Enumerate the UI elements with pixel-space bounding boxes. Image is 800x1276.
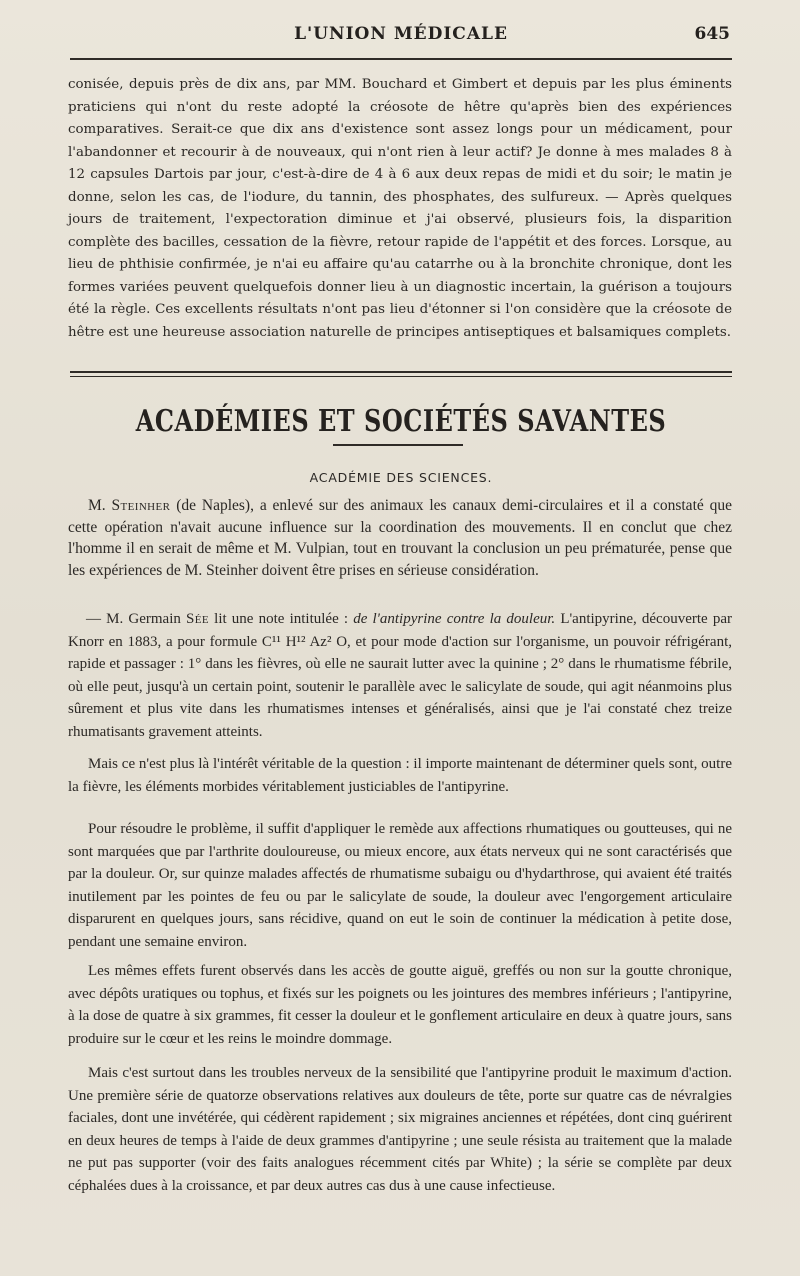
section-divider-thick bbox=[70, 371, 732, 373]
steinher-lead: M. bbox=[88, 497, 112, 514]
author-name-see: Sée bbox=[186, 611, 209, 627]
germain-see-text: L'antipyrine, découverte par Knorr en 1883, a pour formule C¹¹ H¹² Az² O, et pour mode d'action sur l'organisme, un pouvoir réfrigérant, rapide et passager : 1° dans les fièvres, où elle ne saurait lutter avec la quinine ; 2° dans le rhumatisme fébrile, où elle peut, jusqu'à un certain point, soutenir le parallèle avec le salicylate de soude, qui agit néanmoins plus sûrement et plus vite dans les rhumatismes intenses et généralisés, ainsi que je l'ai constaté chez treize rhumatisants gravement atteints. bbox=[68, 611, 732, 740]
goutte-paragraph: Les mêmes effets furent observés dans les accès de goutte aiguë, greffés ou non sur la goutte chronique, avec dépôts uratiques ou tophus, et fixés sur les poignets ou les jointures des membres inférieurs ; l'antipyrine, à la dose de quatre à six grammes, fit cesser la douleur et le gonflement articulaire en deux à quatre jours, sans produire sur le cœur et les reins le moindre dommage. bbox=[68, 963, 732, 1047]
steinher-paragraph bbox=[68, 495, 732, 581]
resoudre-paragraph: Pour résoudre le problème, il suffit d'appliquer le remède aux affections rhumatiques ou goutteuses, qui ne sont marquées que par l'arthrite douloureuse, ou mieux encore, aux états nerveux qui ne sont caractérisés que par la douleur. Or, sur quinze malades affectés de rhumatisme subaigu ou d'hydarthrose, qui avaient été traités inutilement par les pointes de feu ou par le salicylate de soude, la douleur avec l'engorgement articulaire disparurent en quelques jours, sans récidive, quand on eut le soin de continuer la médication à petite dose, pendant une semaine environ. bbox=[68, 821, 732, 950]
journal-title: L'UNION MÉDICALE bbox=[294, 24, 508, 44]
note-title: de l'antipyrine contre la douleur. bbox=[353, 611, 556, 627]
section-title: ACADÉMIES ET SOCIÉTÉS SAVANTES bbox=[135, 402, 667, 439]
author-name-steinher: Steinher bbox=[111, 497, 171, 514]
nerveux-paragraph: Mais c'est surtout dans les troubles nerveux de la sensibilité que l'antipyrine produit le maximum d'action. Une première série de quatorze observations relatives aux douleurs de tête, porte sur quatre cas de névralgies faciales, dont une invétérée, qui cédèrent rapidement ; six migraines anciennes et répétées, dont cinq guérirent en deux heures de temps à l'aide de deux grammes d'antipyrine ; une seule résista au traitement que la malade ne put pas supporter (voir des faits analogues récemment cités par White) ; la série se complète par deux céphalées dues à la croissance, et par deux autres cas dus à une cause infectieuse. bbox=[68, 1065, 732, 1194]
germain-see-lead: — M. Germain bbox=[86, 611, 187, 627]
page-number: 645 bbox=[694, 24, 730, 44]
germain-see-paragraph bbox=[68, 608, 732, 744]
steinher-text: (de Naples), a enlevé sur des animaux les canaux demi-circulaires et il a constaté que cette opération n'avait aucune influence sur la coordination des mouvements. Il en conclut que chez l'homme il en serait de même et M. Vulpian, tout en trouvant la conclusion un peu prématurée, pense que les expériences de M. Steinher doivent être prises en sérieuse considération. bbox=[68, 497, 732, 579]
intro-paragraph: conisée, depuis près de dix ans, par MM. Bouchard et Gimbert et depuis par les plus éminents praticiens qui n'ont du reste adopté la créosote de hêtre qu'après bien des expériences comparatives. Serait-ce que dix ans d'existence sont assez longs pour un médicament, pour l'abandonner et recourir à de nouveaux, qui n'ont rien à leur actif? Je donne à mes malades 8 à 12 capsules Dartois par jour, c'est-à-dire de 4 à 6 aux deux repas de midi et du soir; le matin je donne, selon les cas, de l'iodure, du tannin, des phosphates, des sulfureux. — Après quelques jours de traitement, l'expectoration diminue et j'ai observé, plusieurs fois, la disparition complète des bacilles, cessation de la fièvre, retour rapide de l'appétit et des forces. Lorsque, au lieu de phthisie confirmée, je n'ai eu affaire qu'au catarrhe ou à la bronchite chronique, dont les formes variées peuvent quelquefois donner lieu à un diagnostic incertain, la guérison a toujours été la règle. Ces excellents résultats n'ont pas lieu d'étonner si l'on considère que la créosote de hêtre est une heureuse association naturelle de principes antiseptiques et balsamiques complets. bbox=[68, 77, 732, 340]
section-divider-thin bbox=[70, 376, 732, 377]
page-header bbox=[70, 22, 732, 50]
germain-see-mid: lit une note intitulée : bbox=[209, 611, 354, 627]
header-rule bbox=[70, 58, 732, 60]
title-underline bbox=[333, 444, 463, 446]
subsection-heading: ACADÉMIE DES SCIENCES. bbox=[309, 470, 493, 485]
interet-paragraph: Mais ce n'est plus là l'intérêt véritable de la question : il importe maintenant de déterminer quels sont, outre la fièvre, les éléments morbides véritablement justiciables de l'antipyrine. bbox=[68, 756, 732, 795]
